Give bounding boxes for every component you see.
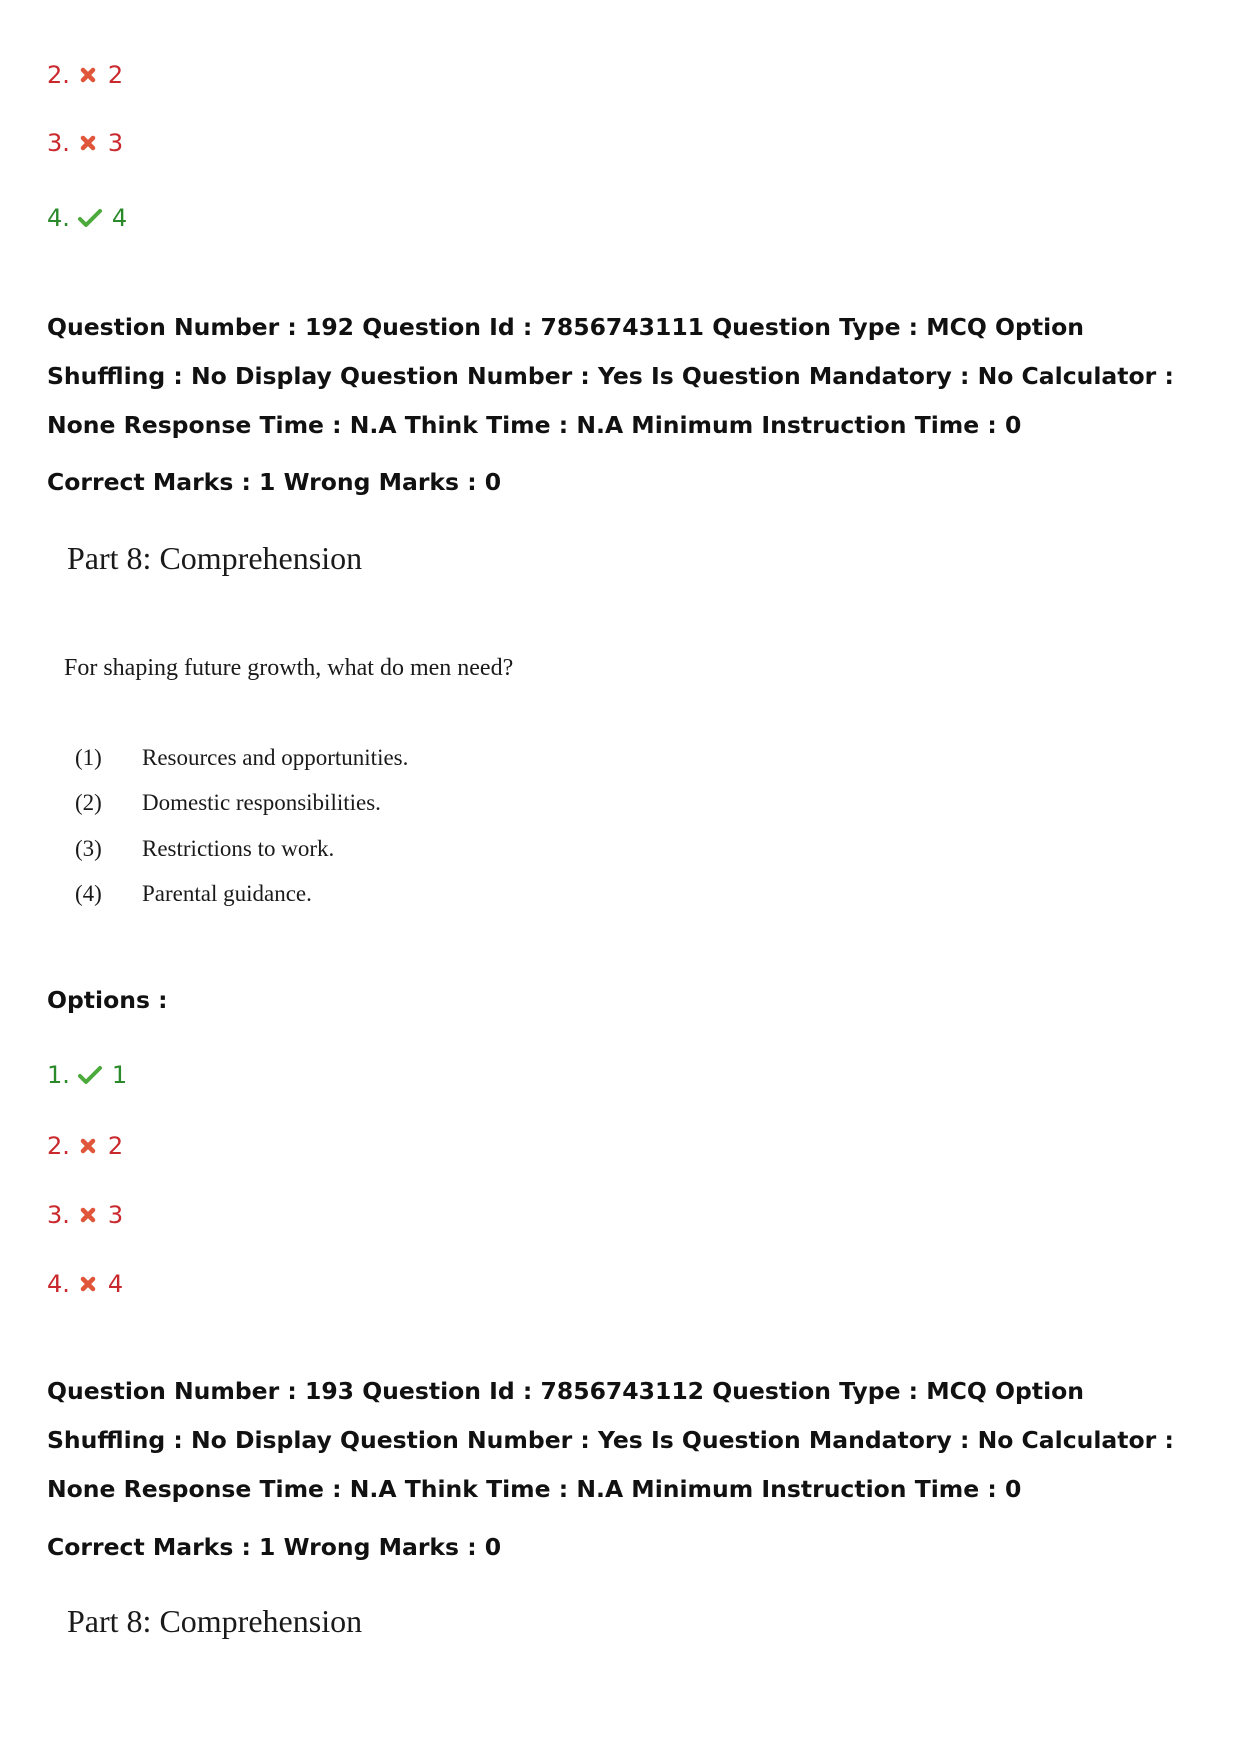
- option-row: [47, 1269, 123, 1299]
- choice-text: Parental guidance.: [142, 881, 312, 906]
- choice-text: Resources and opportunities.: [142, 745, 409, 770]
- cross-icon: [78, 1136, 98, 1156]
- cross-icon: [78, 133, 98, 153]
- part-title: Part 8: Comprehension: [67, 1603, 363, 1639]
- question-text: For shaping future growth, what do men need?: [64, 655, 514, 681]
- option-row: [47, 1131, 123, 1161]
- option-row: [47, 128, 123, 158]
- choice-text: Domestic responsibilities.: [142, 790, 381, 815]
- cross-icon: [78, 1205, 98, 1225]
- option-row: [47, 203, 127, 233]
- option-value: 2: [107, 61, 124, 89]
- question-choice: [75, 743, 408, 773]
- option-number: 3.: [47, 1201, 70, 1229]
- cross-icon: [78, 1274, 98, 1294]
- option-row: [47, 1060, 127, 1090]
- choice-text: Restrictions to work.: [142, 836, 335, 861]
- question-choice: [75, 788, 381, 818]
- choice-number: (4): [75, 881, 102, 906]
- question-marks: Correct Marks : 1 Wrong Marks : 0: [47, 1533, 502, 1561]
- option-number: 2.: [47, 1132, 70, 1160]
- cross-icon: [78, 65, 98, 85]
- choice-number: (3): [75, 836, 102, 861]
- part-title: Part 8: Comprehension: [67, 540, 363, 576]
- options-label: Options :: [47, 986, 168, 1014]
- option-number: 1.: [47, 1061, 70, 1089]
- option-number: 3.: [47, 129, 70, 157]
- question-choice: [75, 834, 334, 864]
- option-number: 4.: [47, 204, 70, 232]
- option-value: 4: [111, 204, 128, 232]
- check-icon: [78, 1065, 102, 1085]
- option-value: 4: [107, 1270, 124, 1298]
- question-meta: Question Number : 192 Question Id : 7856743111 Question Type : MCQ Option Shuffling : No Display Question Number : Yes Is Question Mandatory : No Calculator : None Response Time : N.A Think Time : N.A Minimum Instruction Time : 0: [47, 313, 1174, 439]
- question-meta: Question Number : 193 Question Id : 7856743112 Question Type : MCQ Option Shuffling : No Display Question Number : Yes Is Question Mandatory : No Calculator : None Response Time : N.A Think Time : N.A Minimum Instruction Time : 0: [47, 1377, 1174, 1503]
- option-number: 4.: [47, 1270, 70, 1298]
- question-choice: [75, 879, 312, 909]
- check-icon: [78, 208, 102, 228]
- option-value: 1: [111, 1061, 128, 1089]
- option-row: [47, 60, 123, 90]
- question-marks: Correct Marks : 1 Wrong Marks : 0: [47, 468, 502, 496]
- choice-number: (2): [75, 790, 102, 815]
- option-value: 3: [107, 129, 124, 157]
- option-value: 3: [107, 1201, 124, 1229]
- option-value: 2: [107, 1132, 124, 1160]
- option-row: [47, 1200, 123, 1230]
- choice-number: (1): [75, 745, 102, 770]
- option-number: 2.: [47, 61, 70, 89]
